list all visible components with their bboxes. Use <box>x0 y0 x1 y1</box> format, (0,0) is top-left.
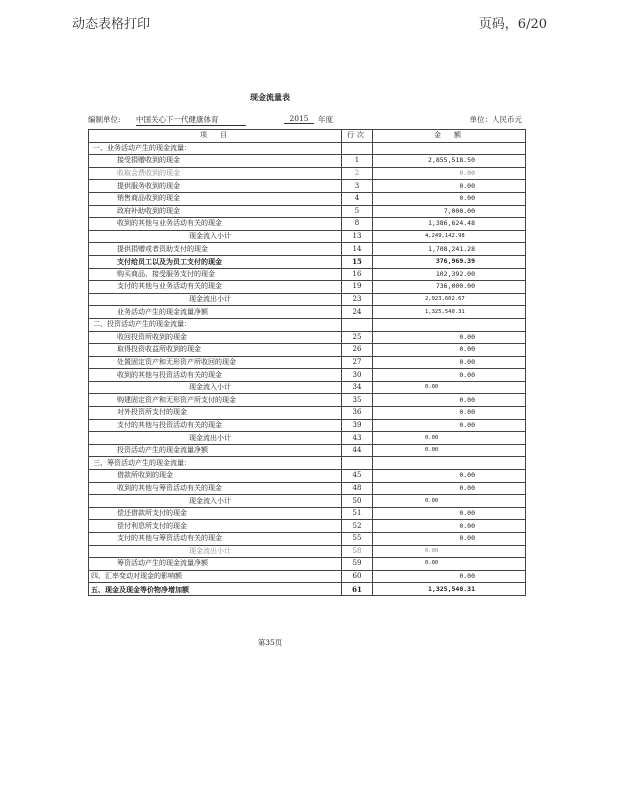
table-row <box>89 293 526 306</box>
row-line-number <box>342 142 373 155</box>
row-item-label: 偿付利息所支付的现金 <box>89 520 342 533</box>
table-row <box>89 344 526 357</box>
row-amount: 0.00 <box>373 444 526 457</box>
row-amount <box>373 142 526 155</box>
row-item-label: 业务活动产生的现金流量净额 <box>89 306 342 319</box>
row-amount: 0.00 <box>373 495 526 508</box>
row-item-label: 支付的其他与投资活动有关的现金 <box>89 419 342 432</box>
row-item-label: 二、投资活动产生的现金流量： <box>89 318 342 331</box>
row-line-number: 59 <box>342 558 373 571</box>
row-line-number: 36 <box>342 407 373 420</box>
row-amount: 2,855,518.50 <box>373 155 526 168</box>
row-line-number: 44 <box>342 444 373 457</box>
row-line-number: 30 <box>342 369 373 382</box>
header-line: 行次 <box>342 130 373 143</box>
report-year: 2015 <box>284 114 314 124</box>
row-item-label: 接受捐赠收到的现金 <box>89 155 342 168</box>
compiling-unit-label: 编制单位: <box>88 115 121 124</box>
row-item-label: 现金流出小计 <box>89 545 342 558</box>
row-item-label: 四、汇率变动对现金的影响额 <box>89 570 342 583</box>
row-item-label: 现金流入小计 <box>89 495 342 508</box>
row-line-number: 27 <box>342 356 373 369</box>
table-row <box>89 318 526 331</box>
row-amount: 1,708,241.28 <box>373 243 526 256</box>
row-line-number: 34 <box>342 381 373 394</box>
table-row <box>89 495 526 508</box>
table-row <box>89 230 526 243</box>
table-row <box>89 583 526 596</box>
row-amount: 0.00 <box>373 520 526 533</box>
row-item-label: 收到的其他与投资活动有关的现金 <box>89 369 342 382</box>
table-row <box>89 520 526 533</box>
row-line-number: 13 <box>342 230 373 243</box>
row-item-label: 收到的其他与业务活动有关的现金 <box>89 218 342 231</box>
row-line-number: 58 <box>342 545 373 558</box>
row-item-label: 偿还借款所支付的现金 <box>89 507 342 520</box>
table-row <box>89 306 526 319</box>
row-line-number: 14 <box>342 243 373 256</box>
row-amount: 0.00 <box>373 407 526 420</box>
row-amount: 0.00 <box>373 192 526 205</box>
table-row <box>89 457 526 470</box>
table-row <box>89 167 526 180</box>
row-line-number: 24 <box>342 306 373 319</box>
row-line-number: 35 <box>342 394 373 407</box>
row-item-label: 现金流出小计 <box>89 293 342 306</box>
table-row <box>89 369 526 382</box>
row-line-number: 52 <box>342 520 373 533</box>
row-item-label: 提供捐赠或者资助支付的现金 <box>89 243 342 256</box>
table-row <box>89 281 526 294</box>
header-item: 项 目 <box>89 130 342 143</box>
table-row <box>89 470 526 483</box>
table-row <box>89 142 526 155</box>
table-row <box>89 394 526 407</box>
row-line-number: 48 <box>342 482 373 495</box>
row-line-number: 55 <box>342 533 373 546</box>
row-item-label: 取得投资收益所收到的现金 <box>89 344 342 357</box>
row-item-label: 现金流入小计 <box>89 381 342 394</box>
table-row <box>89 192 526 205</box>
row-amount: 1,325,540.31 <box>373 306 526 319</box>
row-item-label: 销售商品收到的现金 <box>89 192 342 205</box>
row-amount: 0.00 <box>373 167 526 180</box>
table-row <box>89 419 526 432</box>
table-row <box>89 570 526 583</box>
report-meta-row <box>88 114 522 128</box>
print-title: 动态表格打印 <box>72 17 151 32</box>
row-line-number: 43 <box>342 432 373 445</box>
row-amount: 4,249,142.98 <box>373 230 526 243</box>
table-body <box>89 142 526 595</box>
table-row <box>89 507 526 520</box>
table-row <box>89 407 526 420</box>
row-item-label: 收回投资所收到的现金 <box>89 331 342 344</box>
row-line-number: 61 <box>342 583 373 596</box>
row-item-label: 一、业务活动产生的现金流量： <box>89 142 342 155</box>
row-amount: 0.00 <box>373 545 526 558</box>
row-amount: 736,000.00 <box>373 281 526 294</box>
row-item-label: 收取会费收到的现金 <box>89 167 342 180</box>
row-amount: 0.00 <box>373 356 526 369</box>
table-row <box>89 558 526 571</box>
page-indicator: 页码，6/20 <box>478 17 547 32</box>
row-amount: 2,923,602.67 <box>373 293 526 306</box>
row-item-label: 支付的其他与业务活动有关的现金 <box>89 281 342 294</box>
cash-flow-table <box>88 129 526 596</box>
footer-page-number: 第35页 <box>257 638 283 647</box>
row-amount: 7,000.00 <box>373 205 526 218</box>
compiling-unit-value: 中国关心下一代健康体育 <box>136 114 246 126</box>
row-item-label: 筹资活动产生的现金流量净额 <box>89 558 342 571</box>
row-line-number: 19 <box>342 281 373 294</box>
row-item-label: 支付给员工以及为员工支付的现金 <box>89 255 342 268</box>
report-title: 现金流量表 <box>250 92 290 102</box>
row-item-label: 购买商品、接受服务支付的现金 <box>89 268 342 281</box>
row-line-number: 15 <box>342 255 373 268</box>
currency-unit: 单位：人民币元 <box>469 115 522 124</box>
row-item-label: 五、现金及现金等价物净增加额 <box>89 583 342 596</box>
row-line-number: 23 <box>342 293 373 306</box>
row-item-label: 三、筹资活动产生的现金流量： <box>89 457 342 470</box>
row-amount: 0.00 <box>373 344 526 357</box>
row-amount: 1,386,624.48 <box>373 218 526 231</box>
row-line-number: 16 <box>342 268 373 281</box>
row-item-label: 政府补助收到的现金 <box>89 205 342 218</box>
row-line-number: 1 <box>342 155 373 168</box>
row-line-number: 39 <box>342 419 373 432</box>
row-item-label: 投资活动产生的现金流量净额 <box>89 444 342 457</box>
row-line-number: 5 <box>342 205 373 218</box>
row-item-label: 处置固定资产和无形资产所收回的现金 <box>89 356 342 369</box>
table-row <box>89 205 526 218</box>
row-amount: 0.00 <box>373 381 526 394</box>
row-amount: 0.00 <box>373 570 526 583</box>
row-line-number: 8 <box>342 218 373 231</box>
table-row <box>89 444 526 457</box>
table-row <box>89 155 526 168</box>
header-amount: 金 额 <box>373 130 526 143</box>
row-amount: 376,969.39 <box>373 255 526 268</box>
row-item-label: 借款所收到的现金 <box>89 470 342 483</box>
row-line-number: 51 <box>342 507 373 520</box>
table-row <box>89 381 526 394</box>
row-line-number: 50 <box>342 495 373 508</box>
row-item-label: 现金流出小计 <box>89 432 342 445</box>
row-item-label: 对外投资所支付的现金 <box>89 407 342 420</box>
row-item-label: 支付的其他与筹资活动有关的现金 <box>89 533 342 546</box>
report-year-suffix: 年度 <box>318 115 333 124</box>
row-line-number: 4 <box>342 192 373 205</box>
table-row <box>89 356 526 369</box>
row-amount: 0.00 <box>373 470 526 483</box>
table-row <box>89 331 526 344</box>
row-line-number: 26 <box>342 344 373 357</box>
row-amount: 0.00 <box>373 533 526 546</box>
row-item-label: 现金流入小计 <box>89 230 342 243</box>
table-row <box>89 482 526 495</box>
table-row <box>89 268 526 281</box>
row-amount: 1,325,540.31 <box>373 583 526 596</box>
table-row <box>89 533 526 546</box>
row-item-label: 收到的其他与筹资活动有关的现金 <box>89 482 342 495</box>
row-amount: 0.00 <box>373 180 526 193</box>
table-row <box>89 255 526 268</box>
row-line-number <box>342 457 373 470</box>
row-line-number: 60 <box>342 570 373 583</box>
row-item-label: 购建固定资产和无形资产所支付的现金 <box>89 394 342 407</box>
row-amount: 0.00 <box>373 331 526 344</box>
row-item-label: 提供服务收到的现金 <box>89 180 342 193</box>
table-row <box>89 545 526 558</box>
row-line-number <box>342 318 373 331</box>
row-amount: 0.00 <box>373 482 526 495</box>
row-amount: 102,392.00 <box>373 268 526 281</box>
table-row <box>89 218 526 231</box>
row-line-number: 2 <box>342 167 373 180</box>
row-amount: 0.00 <box>373 507 526 520</box>
table-header-row <box>89 130 526 143</box>
row-amount <box>373 457 526 470</box>
row-amount <box>373 318 526 331</box>
row-amount: 0.00 <box>373 369 526 382</box>
row-line-number: 3 <box>342 180 373 193</box>
table-row <box>89 180 526 193</box>
row-amount: 0.00 <box>373 432 526 445</box>
row-line-number: 25 <box>342 331 373 344</box>
row-line-number: 45 <box>342 470 373 483</box>
table-row <box>89 243 526 256</box>
row-amount: 0.00 <box>373 419 526 432</box>
row-amount: 0.00 <box>373 558 526 571</box>
table-row <box>89 432 526 445</box>
row-amount: 0.00 <box>373 394 526 407</box>
